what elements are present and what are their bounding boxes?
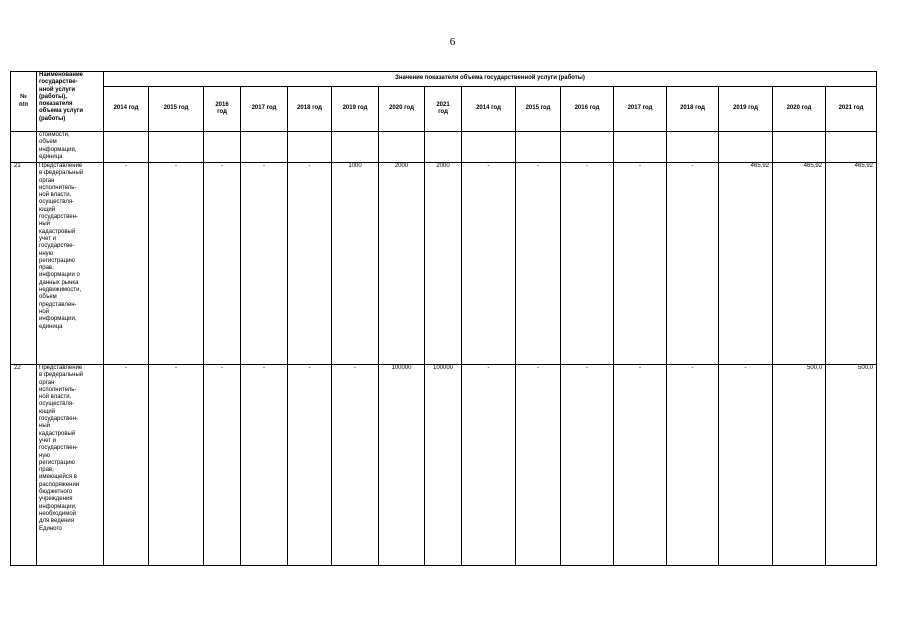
value-cell: 500,0 [773, 365, 826, 566]
year-header: 2018 год [288, 87, 332, 132]
value-cell: 2000 [379, 163, 425, 365]
year-header: 2018 год [667, 87, 719, 132]
year-header: 2017 год [241, 87, 288, 132]
year-header: 2014 год [462, 87, 516, 132]
value-cell: - [667, 365, 719, 566]
row-name: Представление в федеральный орган исполнитель- ной власти, осуществля- ющий государствен- ный кадастровый учет и государствен- ную регистрацию прав, имеющейся в распоряжении бюджетного учреждения информации, необходимой для ведения Единого [37, 365, 104, 566]
value-cell: - [241, 365, 288, 566]
value-cell: - [719, 365, 773, 566]
value-cell: - [204, 365, 241, 566]
value-cell: - [204, 163, 241, 365]
value-cell: - [614, 163, 667, 365]
year-header: 2015 год [516, 87, 561, 132]
value-cell: 100000 [425, 365, 462, 566]
year-header: 2021 год [826, 87, 877, 132]
row-name: Представление в федеральный орган исполнитель- ной власти, осуществля- ющий государствен- ный кадастровый учет и государстве- нную регистрацию прав, информации о данных рынка недвижимости, объем представлен- ной информации, единица [37, 163, 104, 365]
year-header: 2017 год [614, 87, 667, 132]
value-cell: - [104, 365, 149, 566]
year-header: 2020 год [773, 87, 826, 132]
value-cell: 500,0 [826, 365, 877, 566]
value-cell: - [149, 365, 204, 566]
year-header: 2016 год [561, 87, 614, 132]
year-header: 2016 год [204, 87, 241, 132]
value-cell: 100000 [379, 365, 425, 566]
value-cell: - [288, 365, 332, 566]
page-number: 6 [449, 36, 456, 48]
value-cell: - [462, 365, 516, 566]
col-name-header: Наименование государстве- нной услуги (работы), показателя объема услуги (работы) [37, 72, 104, 132]
value-cell: - [462, 163, 516, 365]
header-row-years [11, 87, 877, 132]
value-cell: - [614, 365, 667, 566]
value-cell: 2000 [425, 163, 462, 365]
row-number: 22 [11, 365, 37, 566]
value-cell: - [667, 163, 719, 365]
value-cell: - [332, 365, 379, 566]
year-header: 2015 год [149, 87, 204, 132]
year-header: 2019 год [719, 87, 773, 132]
value-cell: - [561, 163, 614, 365]
value-cell: 1000 [332, 163, 379, 365]
volume-indicator-table [10, 71, 877, 566]
group-header: Значение показателя объема государственной услуги (работы) [104, 72, 877, 87]
value-cell: - [149, 163, 204, 365]
col-num-header: № п/п [11, 72, 37, 132]
value-cell: - [241, 163, 288, 365]
value-cell: - [516, 163, 561, 365]
continuation-row [11, 132, 877, 163]
header-row-group [11, 72, 877, 87]
value-cell: - [288, 163, 332, 365]
row-number: 21 [11, 163, 37, 365]
year-header: 2019 год [332, 87, 379, 132]
value-cell: 465,92 [826, 163, 877, 365]
value-cell: - [104, 163, 149, 365]
table-row [11, 163, 877, 365]
value-cell: 465,92 [719, 163, 773, 365]
continuation-text: стоимости, объем информации, единица [37, 132, 104, 163]
value-cell: 465,92 [773, 163, 826, 365]
year-header: 2021 год [425, 87, 462, 132]
value-cell: - [516, 365, 561, 566]
table-row [11, 365, 877, 566]
value-cell: - [561, 365, 614, 566]
year-header: 2014 год [104, 87, 149, 132]
year-header: 2020 год [379, 87, 425, 132]
